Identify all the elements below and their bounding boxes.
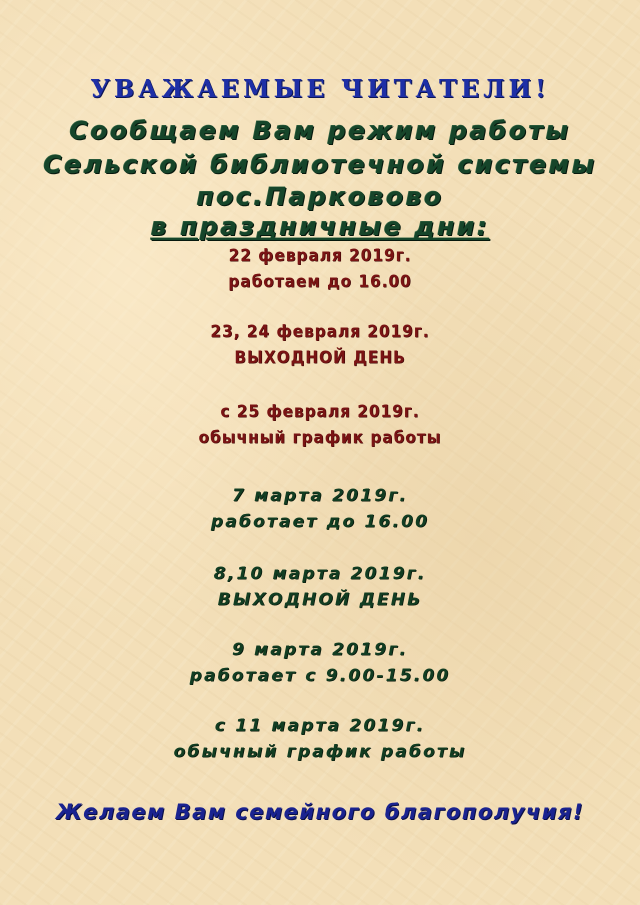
heading-line-4: в праздничные дни:	[150, 212, 490, 241]
schedule-status: работаем до 16.00	[228, 272, 412, 292]
schedule-date: с 25 февраля 2019г.	[220, 402, 420, 422]
schedule-date: 7 марта 2019г.	[232, 486, 408, 506]
schedule-date: 9 марта 2019г.	[232, 640, 408, 660]
schedule-status: обычный график работы	[198, 428, 442, 448]
schedule-date: 8,10 марта 2019г.	[213, 564, 427, 584]
schedule-status: обычный график работы	[173, 742, 467, 762]
schedule-date: 23, 24 февраля 2019г.	[210, 322, 430, 342]
schedule-status: работает до 16.00	[210, 512, 430, 532]
schedule-status: ВЫХОДНОЙ ДЕНЬ	[234, 348, 406, 368]
schedule-date: с 11 марта 2019г.	[214, 716, 426, 736]
footer-wish: Желаем Вам семейного благополучия!	[55, 800, 585, 824]
schedule-status: работает с 9.00-15.00	[189, 666, 451, 686]
schedule-date: 22 февраля 2019г.	[228, 246, 412, 266]
poster-title: УВАЖАЕМЫЕ ЧИТАТЕЛИ!	[90, 74, 550, 103]
schedule-status: ВЫХОДНОЙ ДЕНЬ	[217, 590, 423, 610]
heading-line-2: Сельской библиотечной системы	[43, 150, 597, 179]
heading-line-1: Сообщаем Вам режим работы	[69, 116, 571, 145]
heading-line-3: пос.Парковово	[196, 182, 444, 211]
